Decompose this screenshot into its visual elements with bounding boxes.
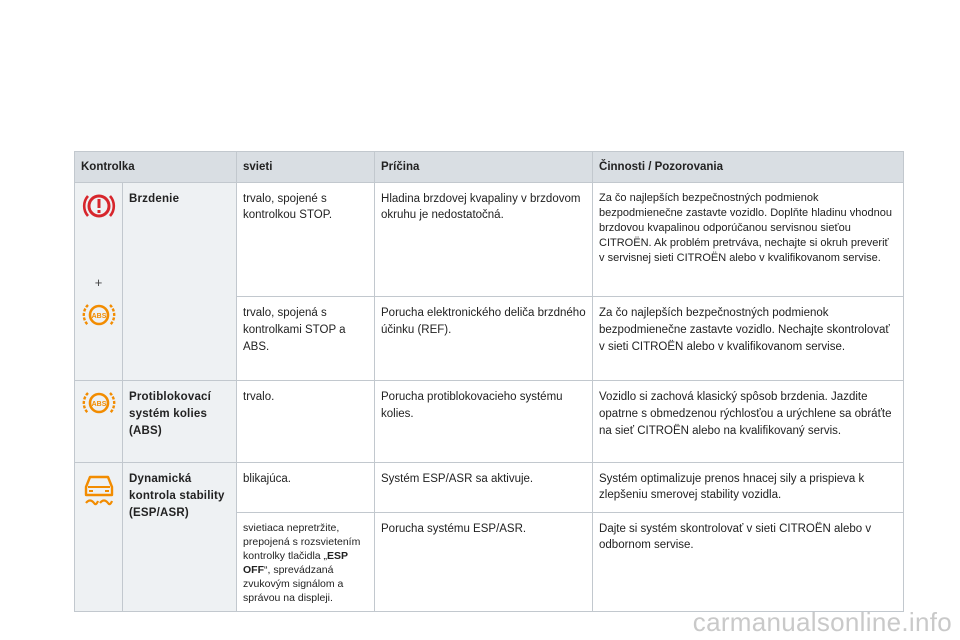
brake-action-1: Za čo najlepších bezpečnostných podmienok bezpodmienečne zastavte vozidlo. Doplňte hladinu vhodnou brzdovou kvapalinou odporúčanou servisnou sieťou CITROËN. Ak problém pretrváva, nechajte si okruh preveriť v servisnej sieti CITROËN alebo v kvalifikovanom servise.	[593, 183, 904, 297]
table-row	[75, 183, 904, 297]
warning-lights-table	[74, 151, 904, 612]
brake-state-2: trvalo, spojená s kontrolkami STOP a ABS.	[237, 297, 375, 381]
brake-cause-2: Porucha elektronického deliča brzdného účinku (REF).	[375, 297, 593, 381]
abs-icon	[82, 301, 116, 329]
esp-name: Dynamická kontrola stability (ESP/ASR)	[123, 463, 237, 612]
abs-icon	[82, 389, 116, 417]
esp-state-1: blikajúca.	[237, 463, 375, 513]
esp-cause-1: Systém ESP/ASR sa aktivuje.	[375, 463, 593, 513]
table-header-row	[75, 152, 904, 183]
abs-name: Protiblokovací systém kolies (ABS)	[123, 381, 237, 463]
brake-lamp-cell	[75, 183, 123, 381]
esp-state-2	[237, 513, 375, 612]
header-pricina: Príčina	[375, 152, 593, 183]
table-row	[75, 381, 904, 463]
header-cinnosti: Činnosti / Pozorovania	[593, 152, 904, 183]
brake-name: Brzdenie	[123, 183, 237, 381]
svg-text:ABS: ABS	[91, 401, 106, 408]
brake-cause-1: Hladina brzdovej kvapaliny v brzdovom okruhu je nedostatočná.	[375, 183, 593, 297]
header-kontrolka: Kontrolka	[75, 152, 237, 183]
table-row	[75, 463, 904, 513]
esp-state-2-pre: svietiaca nepretržite, prepojená s rozsvietením kontrolky tlačidla „	[243, 522, 361, 562]
esp-action-1: Systém optimalizuje prenos hnacej sily a prispieva k zlepšeniu smerovej stability vozidla.	[593, 463, 904, 513]
esp-off-label: ESP OFF	[243, 550, 348, 576]
svg-text:ABS: ABS	[91, 313, 106, 320]
brake-action-2: Za čo najlepších bezpečnostných podmienok bezpodmienečne zastavte vozidlo. Nechajte skontrolovať v sieti CITROËN alebo v kvalifikovanom servise.	[593, 297, 904, 381]
abs-cause: Porucha protiblokovacieho systému kolies.	[375, 381, 593, 463]
esp-skid-icon	[82, 471, 116, 507]
plus-sign: +	[94, 275, 103, 290]
brake-state-1: trvalo, spojené s kontrolkou STOP.	[237, 183, 375, 297]
brake-warning-icon	[82, 191, 116, 221]
esp-cause-2: Porucha systému ESP/ASR.	[375, 513, 593, 612]
esp-action-2: Dajte si systém skontrolovať v sieti CITROËN alebo v odbornom servise.	[593, 513, 904, 612]
abs-lamp-cell	[75, 381, 123, 463]
abs-action: Vozidlo si zachová klasický spôsob brzdenia. Jazdite opatrne s obmedzenou rýchlosťou a urýchlene sa obráťte na sieť CITROËN alebo na kvalifikovaný servis.	[593, 381, 904, 463]
watermark: carmanualsonline.info	[692, 607, 952, 637]
esp-state-2-post: “, sprevádzaná zvukovým signálom a správou na displeji.	[243, 564, 344, 604]
esp-lamp-cell	[75, 463, 123, 612]
abs-state: trvalo.	[237, 381, 375, 463]
header-svieti: svieti	[237, 152, 375, 183]
